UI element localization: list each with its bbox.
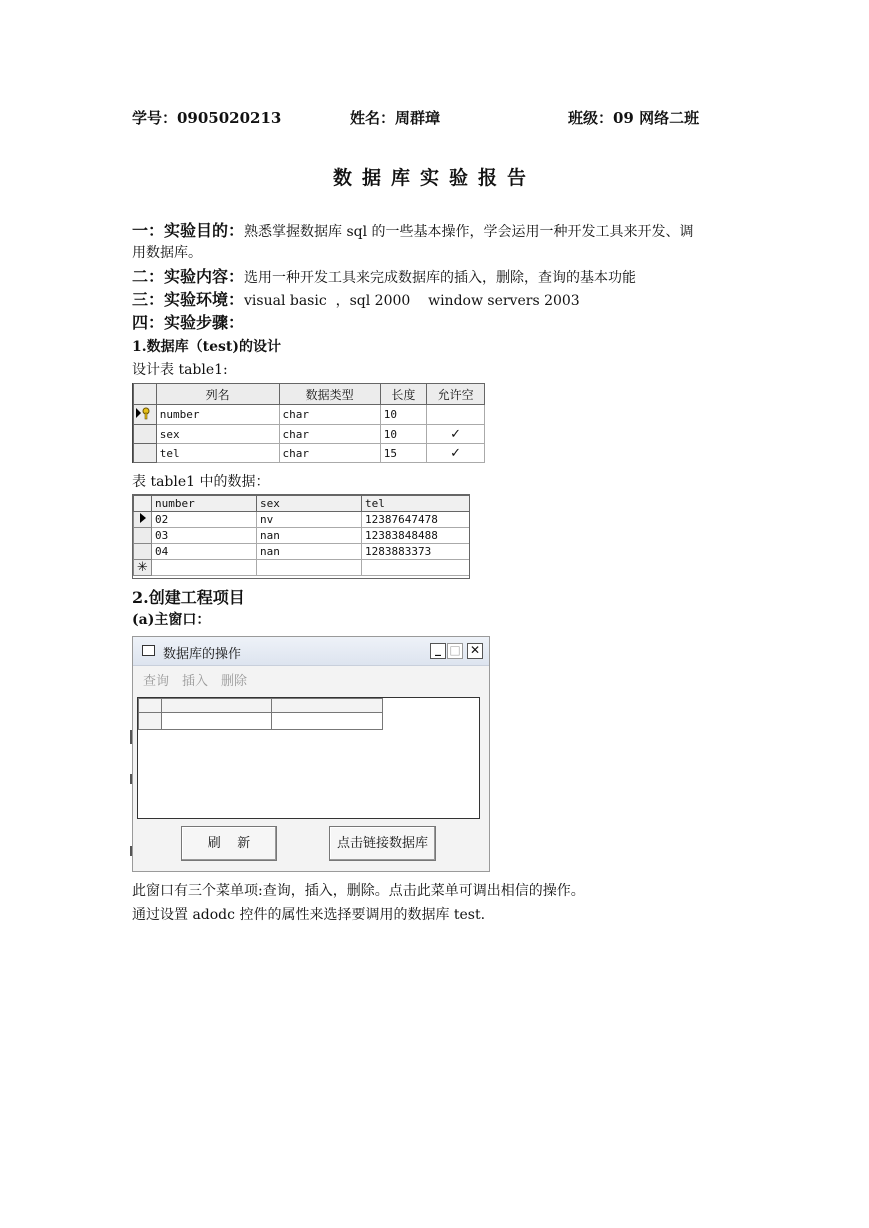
row-pointer-icon — [138, 512, 148, 524]
close-icon[interactable]: ✕ — [467, 643, 483, 659]
minimize-icon[interactable]: _ — [430, 643, 446, 659]
design-row[interactable] — [134, 425, 485, 444]
design-header-length: 长度 — [380, 384, 426, 405]
section-objective-line2: 用数据库。 — [132, 245, 202, 261]
data-cell-sex[interactable]: nan — [257, 544, 362, 560]
design-cell-length[interactable]: 10 — [380, 425, 426, 444]
design-cell-type[interactable]: char — [279, 425, 380, 444]
design-cell-name[interactable]: sex — [156, 425, 279, 444]
design-cell-type[interactable]: char — [279, 405, 380, 425]
data-corner-cell — [134, 496, 152, 512]
current-row-pointer-icon — [134, 512, 152, 528]
design-corner-cell — [134, 384, 157, 405]
note-menu: 此窗口有三个菜单项:查询，插入，删除。点击此菜单可调出相信的操作。 — [132, 883, 585, 899]
data-cell-sex[interactable]: nv — [257, 512, 362, 528]
section-content-text: 选用一种开发工具来完成数据库的插入，删除，查询的基本功能 — [244, 270, 637, 286]
section-objective — [132, 219, 694, 244]
design-table — [132, 383, 485, 463]
design-cell-length[interactable]: 15 — [380, 444, 426, 463]
main-window — [132, 636, 490, 872]
design-cell-empty[interactable] — [427, 463, 485, 464]
section-content-label: 二：实验内容： — [132, 267, 245, 286]
student-class: 班级：09 网络二班 — [568, 109, 700, 127]
window-titlebar[interactable] — [133, 637, 489, 666]
design-table-header — [134, 384, 485, 405]
data-cell-new[interactable] — [362, 560, 470, 576]
design-row-empty[interactable] — [134, 463, 485, 464]
step1-heading: 1.数据库（test)的设计 — [132, 339, 281, 355]
design-cell-name[interactable]: tel — [156, 444, 279, 463]
data-table — [132, 494, 470, 579]
new-row-asterisk-icon: ✳ — [134, 560, 152, 576]
grid-corner-cell — [138, 698, 162, 713]
section-environment-label: 三：实验环境： — [132, 290, 245, 309]
data-cell-tel[interactable]: 1283883373 — [362, 544, 470, 560]
design-header-allow-null: 允许空 — [427, 384, 485, 405]
table-row[interactable] — [134, 544, 470, 560]
row-selector[interactable] — [134, 463, 157, 464]
menu-query[interactable]: 查询 — [143, 674, 170, 689]
row-selector[interactable] — [134, 425, 157, 444]
step2-subheading: (a)主窗口： — [132, 612, 211, 628]
section-steps-label: 四：实验步骤： — [132, 313, 245, 332]
design-cell-allow-null[interactable] — [427, 405, 485, 425]
row-selector[interactable] — [134, 544, 152, 560]
design-cell-empty[interactable] — [279, 463, 380, 464]
table-row[interactable] — [134, 512, 470, 528]
data-cell-new[interactable] — [152, 560, 257, 576]
section-objective-label: 一：实验目的： — [132, 221, 245, 240]
primary-key-icon — [134, 405, 157, 425]
menu-delete[interactable]: 删除 — [221, 674, 248, 689]
design-cell-name[interactable]: number — [156, 405, 279, 425]
menu-bar — [143, 670, 260, 689]
grid-header-cell[interactable] — [161, 698, 272, 713]
section-objective-text: 熟悉掌握数据库 sql 的一些基本操作，学会运用一种开发工具来开发、调 — [244, 224, 694, 240]
row-selector[interactable] — [134, 444, 157, 463]
design-cell-allow-null[interactable]: ✓ — [427, 425, 485, 444]
design-cell-length[interactable]: 10 — [380, 405, 426, 425]
grid-cell[interactable] — [271, 712, 383, 730]
maximize-icon[interactable]: □ — [447, 643, 463, 659]
data-cell-sex[interactable]: nan — [257, 528, 362, 544]
data-cell-number[interactable]: 04 — [152, 544, 257, 560]
data-table-header — [134, 496, 470, 512]
design-cell-empty[interactable] — [380, 463, 426, 464]
datagrid-control[interactable] — [137, 697, 480, 819]
refresh-button[interactable]: 刷 新 — [181, 826, 277, 861]
data-cell-tel[interactable]: 12387647478 — [362, 512, 470, 528]
data-cell-new[interactable] — [257, 560, 362, 576]
data-header-number: number — [152, 496, 257, 512]
connect-database-button[interactable]: 点击链接数据库 — [329, 826, 436, 861]
design-row[interactable] — [134, 444, 485, 463]
design-header-name: 列名 — [156, 384, 279, 405]
student-id: 学号：0905020213 — [132, 109, 282, 127]
menu-insert[interactable]: 插入 — [182, 674, 209, 689]
grid-row-selector[interactable] — [138, 712, 162, 730]
design-row[interactable] — [134, 405, 485, 425]
data-header-sex: sex — [257, 496, 362, 512]
design-cell-type[interactable]: char — [279, 444, 380, 463]
step2-heading: 2.创建工程项目 — [132, 588, 245, 607]
data-header-tel: tel — [362, 496, 470, 512]
design-cell-allow-null[interactable]: ✓ — [427, 444, 485, 463]
table-row[interactable] — [134, 528, 470, 544]
note-adodc: 通过设置 adodc 控件的属性来选择要调用的数据库 test. — [132, 907, 486, 923]
data-cell-number[interactable]: 03 — [152, 528, 257, 544]
new-row[interactable] — [134, 560, 470, 576]
row-pointer-key-icon — [134, 405, 154, 421]
design-caption: 设计表 table1: — [132, 362, 228, 378]
design-cell-empty[interactable] — [156, 463, 279, 464]
grid-cell[interactable] — [161, 712, 272, 730]
data-cell-tel[interactable]: 12383848488 — [362, 528, 470, 544]
section-steps — [132, 311, 244, 336]
data-caption: 表 table1 中的数据： — [132, 474, 270, 490]
student-name: 姓名：周群璋 — [350, 109, 441, 127]
section-environment — [132, 288, 580, 313]
window-icon — [142, 645, 155, 656]
window-title: 数据库的操作 — [163, 647, 242, 662]
section-environment-text: visual basic ，sql 2000 window servers 2003 — [244, 293, 580, 309]
design-header-type: 数据类型 — [279, 384, 380, 405]
report-title: 数据库实验报告 — [332, 167, 536, 189]
row-selector[interactable] — [134, 528, 152, 544]
section-content — [132, 265, 636, 290]
data-cell-number[interactable]: 02 — [152, 512, 257, 528]
grid-header-cell[interactable] — [271, 698, 383, 713]
